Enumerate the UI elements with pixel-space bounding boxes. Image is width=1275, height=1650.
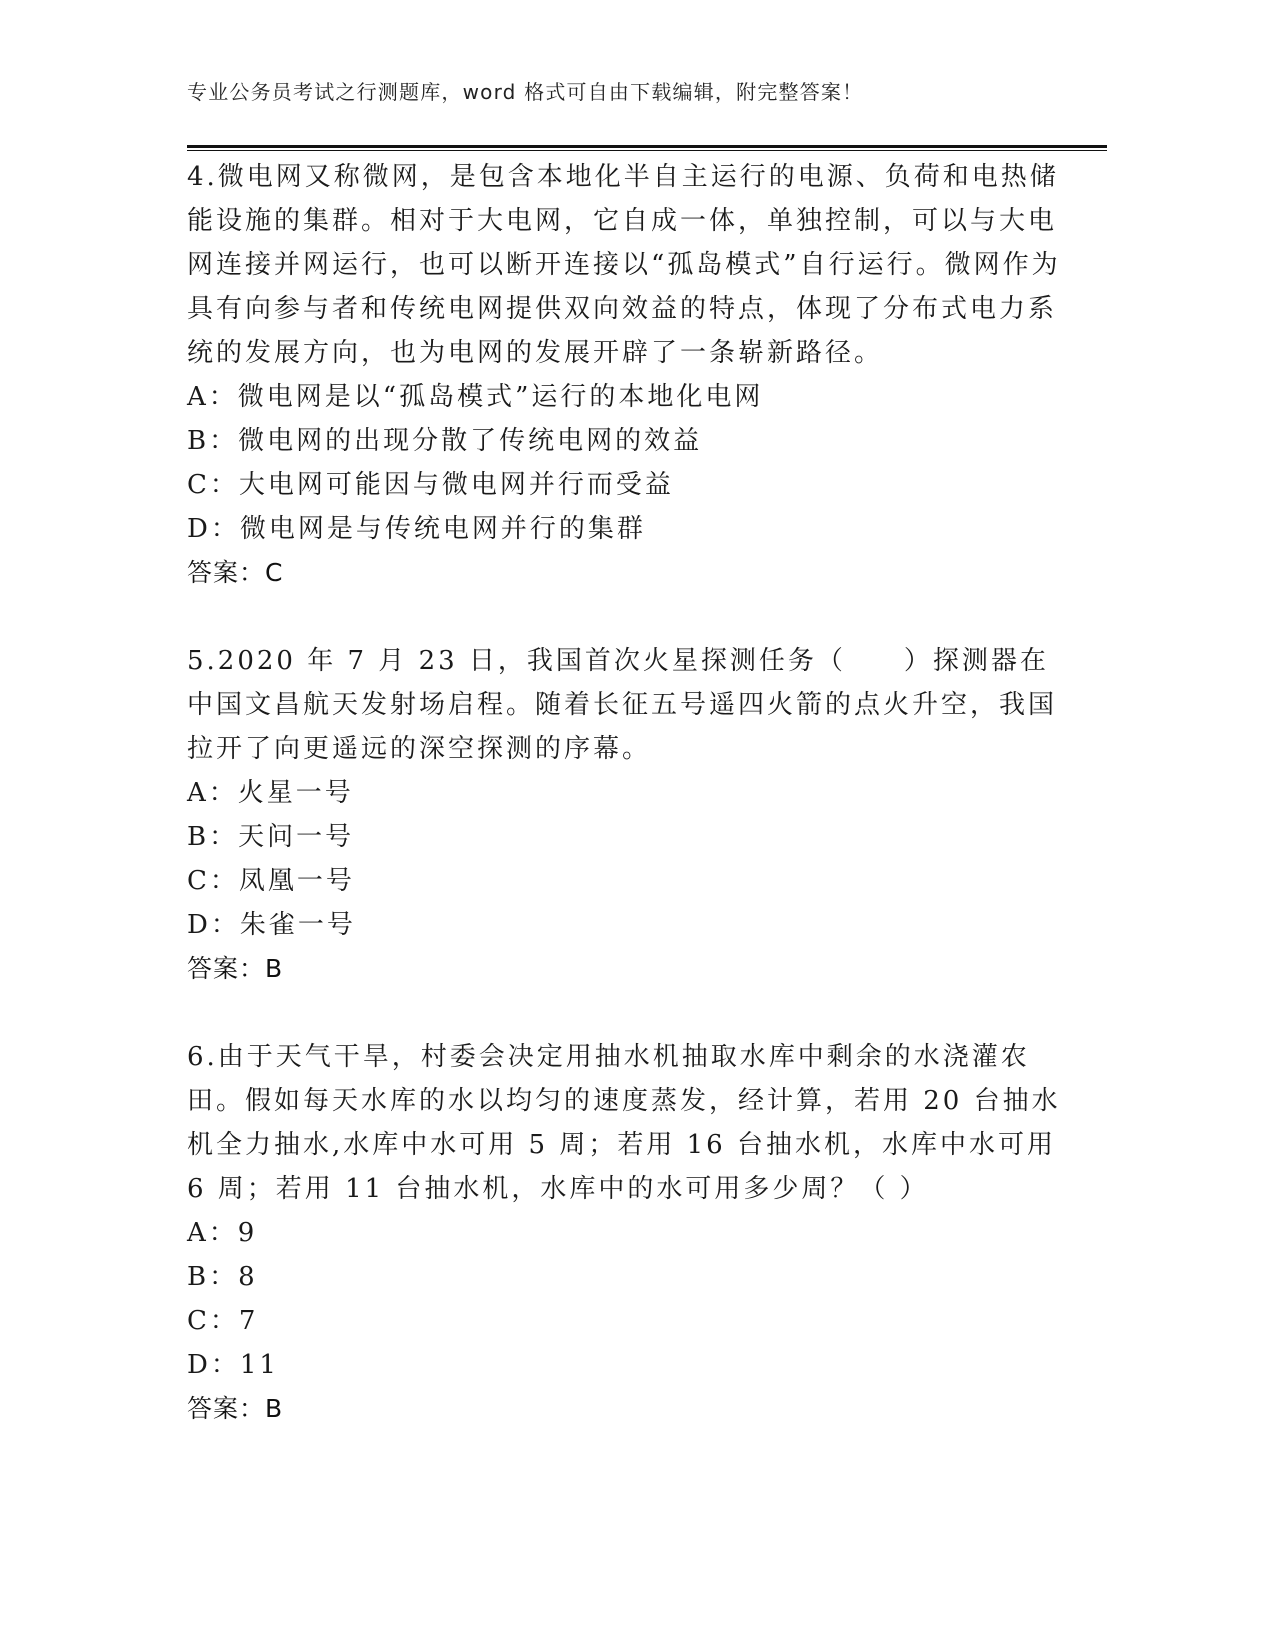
- question-text: 6.由于天气干旱，村委会决定用抽水机抽取水库中剩余的水浇灌农田。假如每天水库的水以均匀的速度蒸发，经计算，若用 20 台抽水机全力抽水,水库中水可用 5 周；若用 16 台抽水机，水库中水可用 6 周；若用 11 台抽水机，水库中的水可用多少周？（ ）: [187, 1042, 1061, 1204]
- question-6: [187, 1035, 1087, 1431]
- option-b: B：微电网的出现分散了传统电网的效益: [187, 426, 703, 456]
- option-a: A：9: [187, 1218, 258, 1248]
- header-rule-thin: [187, 150, 1107, 151]
- option-a: A：火星一号: [187, 778, 354, 808]
- option-a: A：微电网是以“孤岛模式”运行的本地化电网: [187, 382, 764, 412]
- option-c: C：7: [187, 1306, 259, 1336]
- question-text: 5.2020 年 7 月 23 日，我国首次火星探测任务（ ）探测器在中国文昌航天发射场启程。随着长征五号遥四火箭的点火升空，我国拉开了向更遥远的深空探测的序幕。: [187, 646, 1058, 764]
- option-c: C：大电网可能因与微电网并行而受益: [187, 470, 674, 500]
- question-4: [187, 155, 1087, 595]
- question-text: 4.微电网又称微网，是包含本地化半自主运行的电源、负荷和电热储能设施的集群。相对于大电网，它自成一体，单独控制，可以与大电网连接并网运行，也可以断开连接以“孤岛模式”自行运行。微网作为具有向参与者和传统电网提供双向效益的特点，体现了分布式电力系统的发展方向，也为电网的发展开辟了一条崭新路径。: [187, 162, 1061, 368]
- answer-line: 答案：C: [187, 558, 284, 587]
- option-d: D：微电网是与传统电网并行的集群: [187, 514, 646, 544]
- question-spacer: [187, 991, 1087, 1035]
- option-b: B：8: [187, 1262, 258, 1292]
- question-spacer: [187, 595, 1087, 639]
- answer-line: 答案：B: [187, 1394, 284, 1423]
- answer-line: 答案：B: [187, 954, 284, 983]
- option-d: D：朱雀一号: [187, 910, 356, 940]
- option-d: D：11: [187, 1350, 279, 1380]
- option-b: B：天问一号: [187, 822, 355, 852]
- question-list: [187, 155, 1087, 1431]
- header-rule-thick: [187, 145, 1107, 148]
- option-c: C：凤凰一号: [187, 866, 355, 896]
- page-header: 专业公务员考试之行测题库，word 格式可自由下载编辑，附完整答案！: [187, 80, 864, 104]
- question-5: [187, 639, 1087, 991]
